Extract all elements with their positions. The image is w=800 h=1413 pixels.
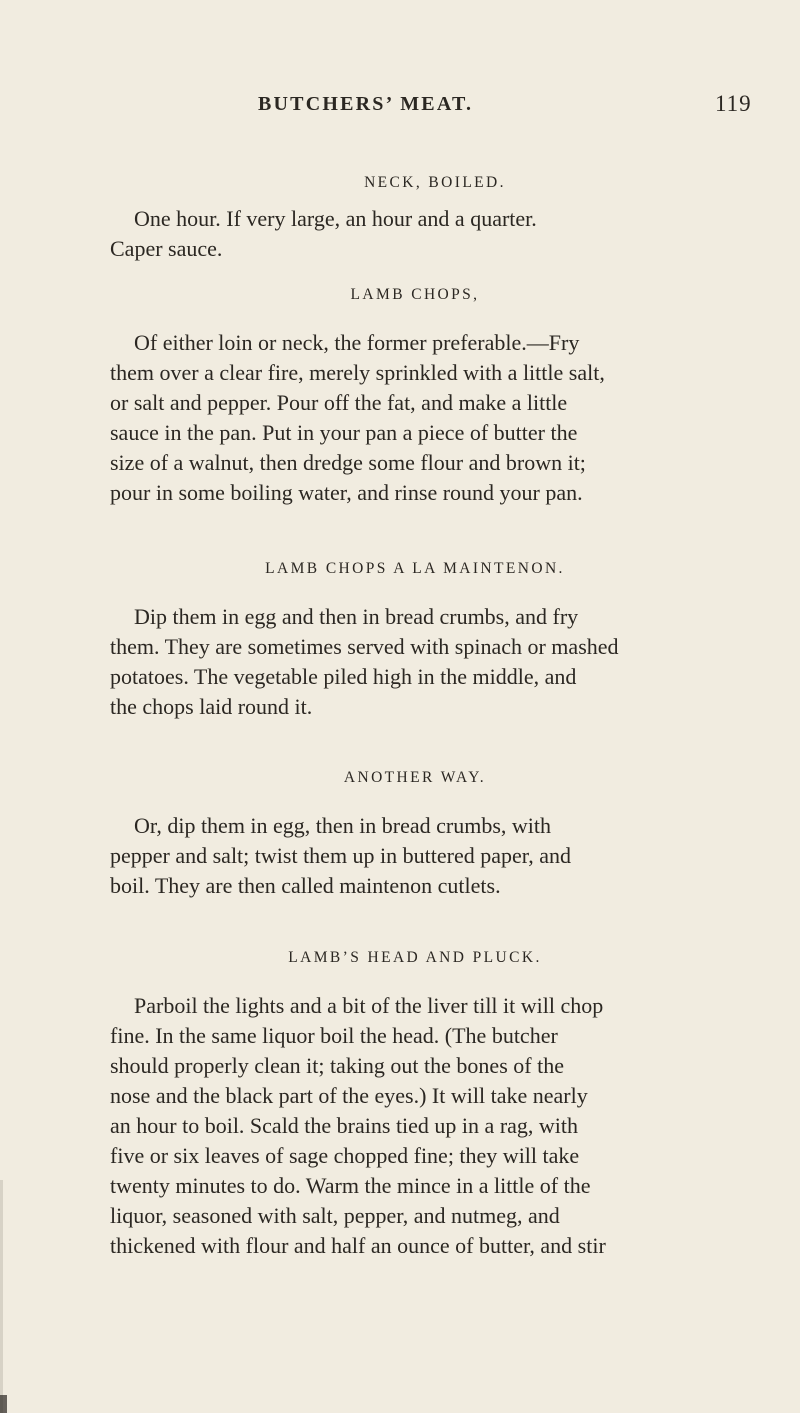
text-line: size of a walnut, then dredge some flour and brown it; xyxy=(110,450,586,475)
text-line: boil. They are then called maintenon cutlets. xyxy=(110,873,501,898)
section-lamb-chops-maintenon xyxy=(110,560,720,722)
section-heading: LAMB CHOPS, xyxy=(350,286,480,303)
text-line: liquor, seasoned with salt, pepper, and nutmeg, and xyxy=(110,1203,560,1228)
text-line: should properly clean it; taking out the bones of the xyxy=(110,1053,564,1078)
section-heading: LAMB’S HEAD AND PLUCK. xyxy=(288,949,542,966)
text-line: thickened with flour and half an ounce of butter, and stir xyxy=(110,1233,606,1258)
section-paragraph xyxy=(110,204,720,264)
text-line: nose and the black part of the eyes.) It will take nearly xyxy=(110,1083,588,1108)
text-line: the chops laid round it. xyxy=(110,694,313,719)
section-heading: ANOTHER WAY. xyxy=(343,769,487,786)
section-paragraph xyxy=(110,328,720,508)
section-heading: LAMB CHOPS A LA MAINTENON. xyxy=(265,560,565,577)
text-line: twenty minutes to do. Warm the mince in a little of the xyxy=(110,1173,591,1198)
running-head xyxy=(0,93,800,133)
section-lambs-head-and-pluck xyxy=(110,949,720,1261)
section-paragraph xyxy=(110,991,720,1261)
text-line: One hour. If very large, an hour and a quarter. xyxy=(134,206,537,231)
text-line: Or, dip them in egg, then in bread crumbs, with xyxy=(134,813,552,838)
text-line: Dip them in egg and then in bread crumbs, and fry xyxy=(134,604,579,629)
section-lamb-chops xyxy=(110,286,720,508)
section-another-way xyxy=(110,769,720,901)
section-paragraph xyxy=(110,811,720,901)
section-neck-boiled xyxy=(110,174,720,264)
page-edge-mark xyxy=(0,1395,7,1413)
section-heading: NECK, BOILED. xyxy=(364,174,506,191)
running-title: BUTCHERS’ MEAT. xyxy=(258,93,474,115)
section-paragraph xyxy=(110,602,720,722)
text-line: or salt and pepper. Pour off the fat, and make a little xyxy=(110,390,568,415)
text-line: them over a clear fire, merely sprinkled with a little salt, xyxy=(110,360,605,385)
text-line: potatoes. The vegetable piled high in the middle, and xyxy=(110,664,577,689)
text-line: pepper and salt; twist them up in buttered paper, and xyxy=(110,843,571,868)
text-line: Caper sauce. xyxy=(110,236,223,261)
text-line: pour in some boiling water, and rinse round your pan. xyxy=(110,480,583,505)
text-line: an hour to boil. Scald the brains tied up in a rag, with xyxy=(110,1113,579,1138)
page-edge-shadow xyxy=(0,1180,3,1413)
text-line: fine. In the same liquor boil the head. (The butcher xyxy=(110,1023,558,1048)
text-line: Parboil the lights and a bit of the liver till it will chop xyxy=(134,993,604,1018)
text-line: five or six leaves of sage chopped fine; they will take xyxy=(110,1143,580,1168)
text-line: sauce in the pan. Put in your pan a piece of butter the xyxy=(110,420,578,445)
text-line: them. They are sometimes served with spinach or mashed xyxy=(110,634,619,659)
text-line: Of either loin or neck, the former preferable.—Fry xyxy=(134,330,580,355)
page-number: 119 xyxy=(715,91,752,116)
